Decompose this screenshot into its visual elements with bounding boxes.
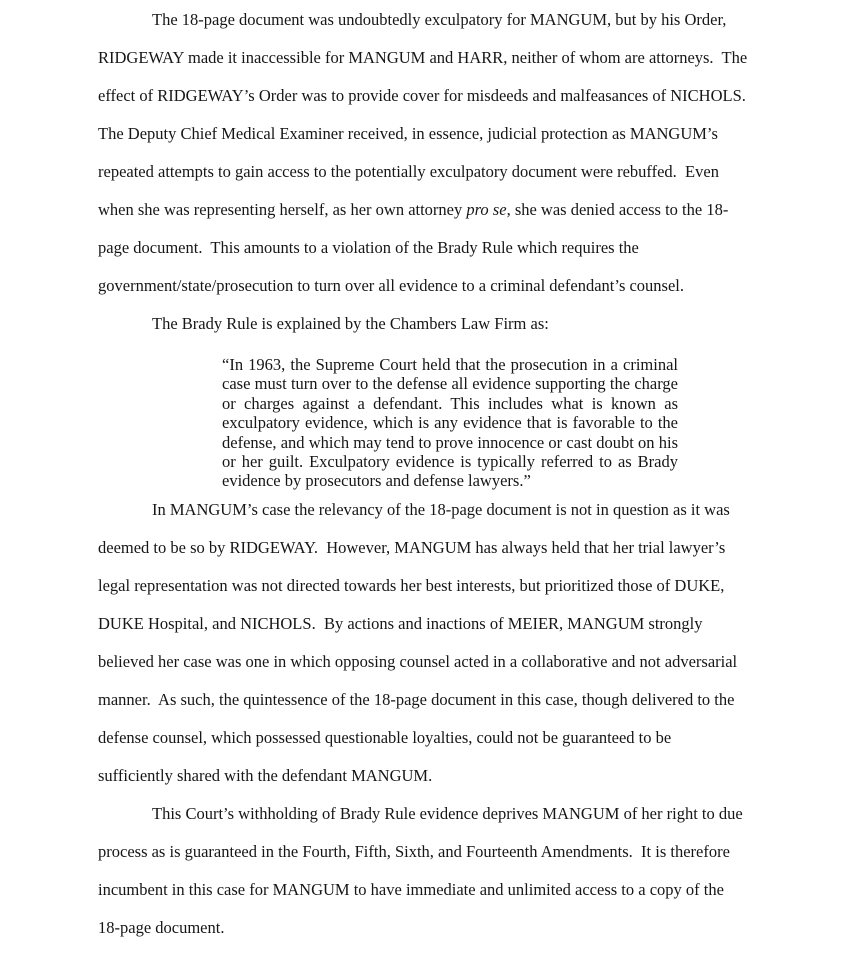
- brady-rule-block-quote: “In 1963, the Supreme Court held that the prosecution in a criminal case must turn over to the defense all evidence supporting the charge or charges against a defendant. This includes what is known as exculpatory evidence, which is any evidence that is favorable to the defense, and which may tend to prove innocence or cast doubt on his or her guilt. Exculpatory evidence is typically referred to as Brady evidence by prosecutors and defense lawyers.”: [222, 355, 678, 491]
- paragraph-brady-rule-intro: The Brady Rule is explained by the Chambers Law Firm as:: [152, 314, 549, 333]
- paragraph-text: , she was denied access to the 18-page document. This amounts to a violation of the Brady Rule which requires the government/state/prosecution to turn over all evidence to a criminal defendant’s counsel.: [98, 200, 729, 295]
- paragraph-relevancy: In MANGUM’s case the relevancy of the 18-page document is not in question as it was deemed to be so by RIDGEWAY. However, MANGUM has always held that her trial lawyer’s legal representation was not directed towards her best interests, but prioritized those of DUKE, DUKE Hospital, and NICHOLS. By actions and inactions of MEIER, MANGUM strongly believed her case was one in which opposing counsel acted in a collaborative and not adversarial manner. As such, the quintessence of the 18-page document in this case, though delivered to the defense counsel, which possessed questionable loyalties, could not be guaranteed to be sufficiently shared with the defendant MANGUM.: [98, 499, 742, 785]
- paragraph-brady-violation: [98, 1, 754, 305]
- paragraph-due-process: This Court’s withholding of Brady Rule evidence deprives MANGUM of her right to due process as is guaranteed in the Fourth, Fifth, Sixth, and Fourteenth Amendments. It is therefore incumbent in this case for MANGUM to have immediate and unlimited access to a copy of the 18-page document.: [98, 803, 747, 937]
- pro-se-italic-phrase: pro se: [466, 200, 507, 219]
- paragraph-text: The 18-page document was undoubtedly exculpatory for MANGUM, but by his Order, RIDGEWAY made it inaccessible for MANGUM and HARR, neither of whom are attorneys. The effect of RIDGEWAY’s Order was to provide cover for misdeeds and malfeasances of NICHOLS. The Deputy Chief Medical Examiner received, in essence, judicial protection as MANGUM’s repeated attempts to gain access to the potentially exculpatory document were rebuffed. Even when she was representing herself, as her own attorney: [98, 10, 754, 219]
